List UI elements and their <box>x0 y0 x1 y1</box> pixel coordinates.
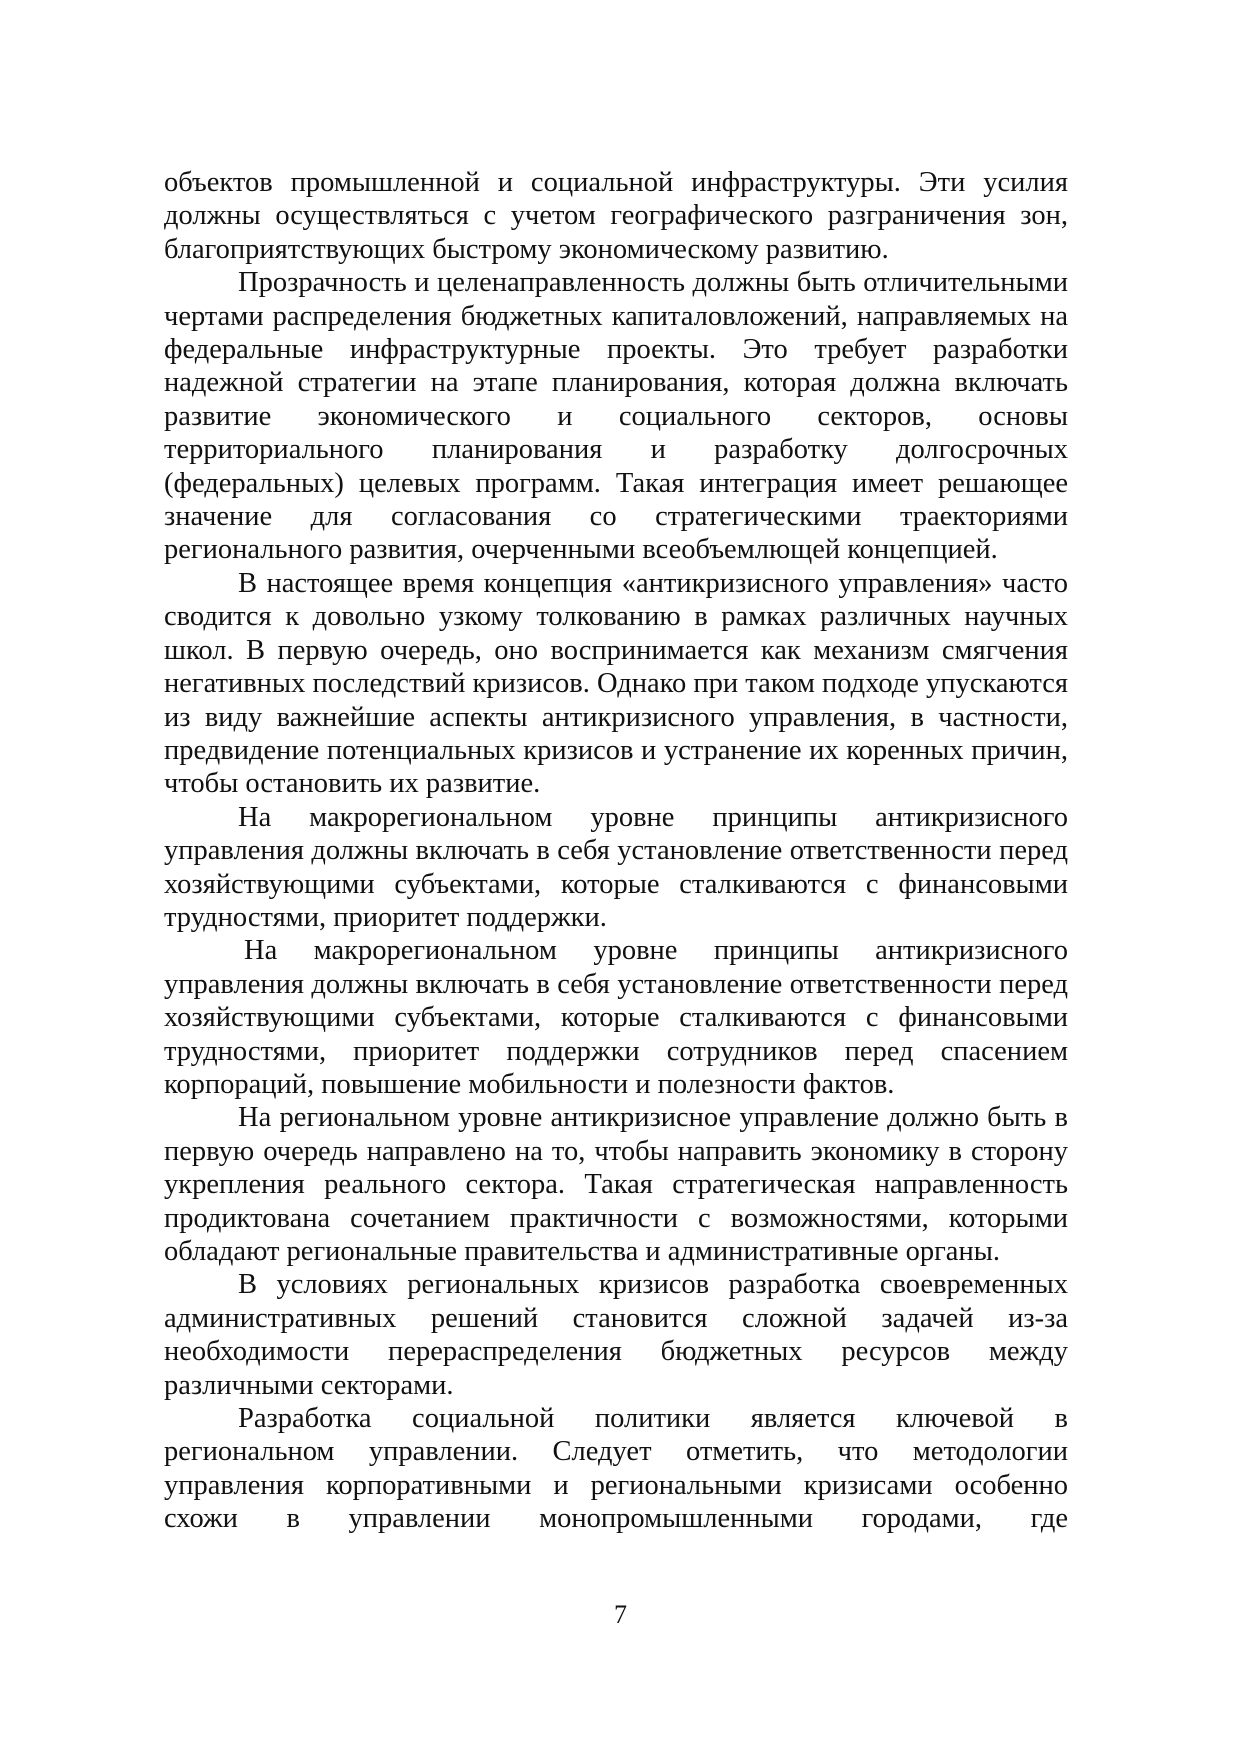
paragraph-8: Разработка социальной политики является ключевой в региональном управлении. Следует отметить, что методологии управления корпоративными и региональными кризисами особенно схожи в управлении монопромышленными городами, где <box>164 1403 1068 1535</box>
paragraph-5: На макрорегиональном уровне принципы антикризисного управления должны включать в себя установление ответственности перед хозяйствующими субъектами, которые сталкиваются с финансовыми трудностями, приоритет поддержки сотрудников перед спасением корпораций, повышение мобильности и полезности фактов. <box>164 935 1068 1100</box>
paragraph-4: На макрорегиональном уровне принципы антикризисного управления должны включать в себя установление ответственности перед хозяйствующими субъектами, которые сталкиваются с финансовыми трудностями, приоритет поддержки. <box>164 801 1068 933</box>
paragraph-6: На региональном уровне антикризисное управление должно быть в первую очередь направлено на то, чтобы направить экономику в сторону укрепления реального сектора. Такая стратегическая направленность продиктована сочетанием практичности с возможностями, которыми обладают региональные правительства и административные органы. <box>164 1102 1068 1267</box>
paragraph-3: В настоящее время концепция «антикризисного управления» часто сводится к довольно узкому толкованию в рамках различных научных школ. В первую очередь, оно воспринимается как механизм смягчения негативных последствий кризисов. Однако при таком подходе упускаются из виду важнейшие аспекты антикризисного управления, в частности, предвидение потенциальных кризисов и устранение их коренных причин, чтобы остановить их развитие. <box>164 567 1068 800</box>
body-text <box>164 166 1068 1536</box>
paragraph-7: В условиях региональных кризисов разработка своевременных административных решений становится сложной задачей из-за необходимости перераспределения бюджетных ресурсов между различными секторами. <box>164 1269 1068 1401</box>
page-number: 7 <box>614 1600 627 1629</box>
paragraph-1: объектов промышленной и социальной инфраструктуры. Эти усилия должны осуществляться с учетом географического разграничения зон, благоприятствующих быстрому экономическому развитию. <box>164 167 1068 265</box>
paragraph-2: Прозрачность и целенаправленность должны быть отличительными чертами распределения бюджетных капиталовложений, направляемых на федеральные инфраструктурные проекты. Это требует разработки надежной стратегии на этапе планирования, которая должна включать развитие экономического и социального секторов, основы территориального планирования и разработку долгосрочных (федеральных) целевых программ. Такая интеграция имеет решающее значение для согласования со стратегическими траекториями регионального развития, очерченными всеобъемлющей концепцией. <box>164 267 1068 566</box>
